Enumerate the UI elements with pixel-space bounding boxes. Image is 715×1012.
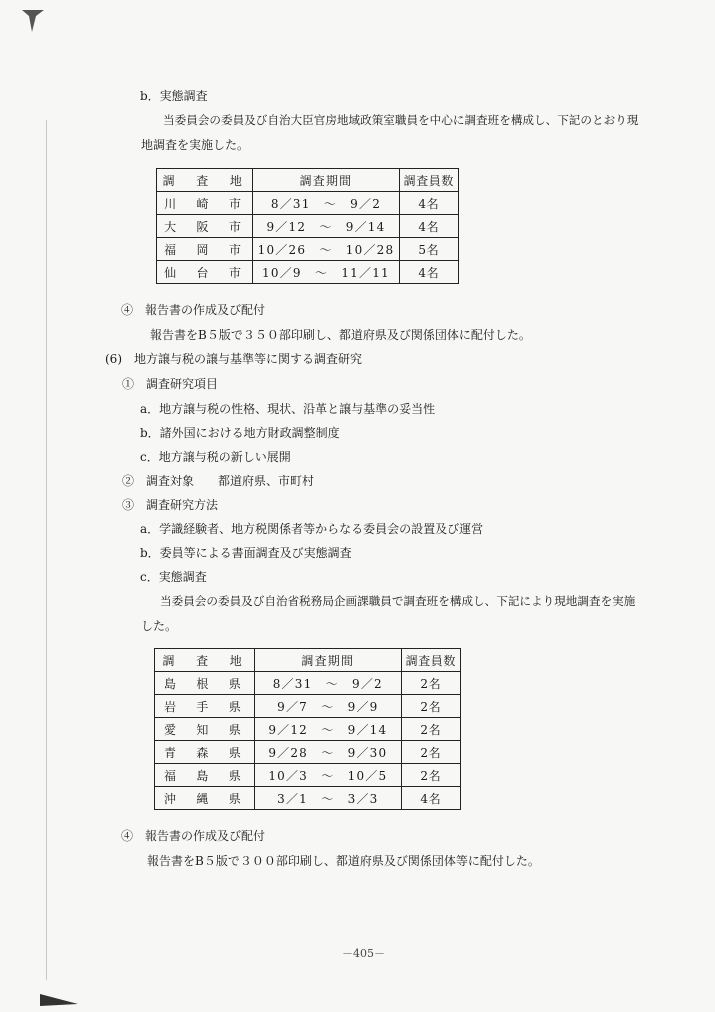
report1-heading: ④ 報告書の作成及び配付: [121, 303, 266, 317]
section6-item1-a: a．地方譲与税の性格、現状、沿革と譲与基準の妥当性: [140, 402, 436, 416]
header-count: 調査員数: [401, 649, 460, 672]
cell-period: 9／12 ～ 9／14: [253, 215, 399, 238]
cell-period: 9／28 ～ 9／30: [255, 741, 402, 764]
section6-item3-a: a．学識経験者、地方税関係者等からなる委員会の設置及び運営: [140, 522, 484, 536]
table-row: [155, 741, 461, 764]
section6-item2: ② 調査対象 都道府県、市町村: [122, 474, 315, 488]
cell-count: 2名: [401, 718, 460, 741]
section6-item3-c-line1: 当委員会の委員及び自治省税務局企画課職員で調査班を構成し、下記により現地調査を実施: [160, 594, 636, 608]
table-header-row: [155, 649, 461, 672]
section6-item1-heading: ① 調査研究項目: [122, 377, 219, 391]
report2-text: 報告書をB５版で３００部印刷し、都道府県及び関係団体等に配付した。: [147, 854, 540, 868]
survey-table-cities: [156, 168, 459, 284]
section6-item3-c-line2: した。: [141, 619, 178, 633]
cell-period: 10／9 ～ 11／11: [253, 261, 399, 284]
section6-item3-c: c．実態調査: [140, 570, 207, 584]
cell-place: 福 島 県: [155, 764, 255, 787]
cell-count: 4名: [399, 261, 458, 284]
cell-place: 川 崎 市: [157, 192, 253, 215]
section6-item3-b: b．委員等による書面調査及び実態調査: [140, 546, 352, 560]
section-b-paragraph-line1: 当委員会の委員及び自治大臣官房地域政策室職員を中心に調査班を構成し、下記のとおり現: [163, 113, 639, 127]
header-count: 調査員数: [399, 169, 458, 192]
cell-count: 2名: [401, 741, 460, 764]
table-row: [157, 215, 459, 238]
section6-item1-c: c．地方譲与税の新しい展開: [140, 450, 291, 464]
cell-place: 青 森 県: [155, 741, 255, 764]
table-header-row: [157, 169, 459, 192]
cell-place: 愛 知 県: [155, 718, 255, 741]
header-place: 調 査 地: [157, 169, 253, 192]
report2-heading: ④ 報告書の作成及び配付: [121, 829, 266, 843]
cell-period: 3／1 ～ 3／3: [255, 787, 402, 810]
cell-place: 沖 縄 県: [155, 787, 255, 810]
section-b-heading: b．実態調査: [140, 89, 208, 103]
table-row: [157, 192, 459, 215]
header-place: 調 査 地: [155, 649, 255, 672]
section6-item1-b: b．諸外国における地方財政調整制度: [140, 426, 340, 440]
cell-count: 4名: [399, 215, 458, 238]
section-b-paragraph-line2: 地調査を実施した。: [141, 138, 250, 152]
page-number: －405－: [342, 947, 385, 960]
cell-count: 2名: [401, 695, 460, 718]
cell-period: 9／7 ～ 9／9: [255, 695, 402, 718]
cell-period: 10／3 ～ 10／5: [255, 764, 402, 787]
cell-place: 大 阪 市: [157, 215, 253, 238]
cell-place: 島 根 県: [155, 672, 255, 695]
cell-count: 2名: [401, 672, 460, 695]
scan-corner-mark: [18, 8, 48, 38]
table-row: [155, 764, 461, 787]
cell-period: 9／12 ～ 9／14: [255, 718, 402, 741]
cell-period: 8／31 ～ 9／2: [253, 192, 399, 215]
cell-place: 福 岡 市: [157, 238, 253, 261]
table-row: [155, 787, 461, 810]
report1-text: 報告書をB５版で３５０部印刷し、都道府県及び関係団体に配付した。: [150, 328, 531, 342]
cell-count: 2名: [401, 764, 460, 787]
cell-place: 仙 台 市: [157, 261, 253, 284]
table-row: [155, 718, 461, 741]
table-row: [157, 261, 459, 284]
cell-count: 4名: [399, 192, 458, 215]
cell-period: 8／31 ～ 9／2: [255, 672, 402, 695]
scan-edge-line: [46, 120, 47, 980]
section6-item3-heading: ③ 調査研究方法: [122, 498, 219, 512]
table-row: [155, 695, 461, 718]
cell-place: 岩 手 県: [155, 695, 255, 718]
cell-period: 10／26 ～ 10／28: [253, 238, 399, 261]
section6-heading: (6) 地方譲与税の譲与基準等に関する調査研究: [105, 352, 362, 366]
cell-count: 5名: [399, 238, 458, 261]
table-row: [155, 672, 461, 695]
table-row: [157, 238, 459, 261]
cell-count: 4名: [401, 787, 460, 810]
header-period: 調査期間: [253, 169, 399, 192]
scan-bottom-mark: [40, 990, 80, 1010]
survey-table-prefectures: [154, 648, 461, 810]
header-period: 調査期間: [255, 649, 402, 672]
